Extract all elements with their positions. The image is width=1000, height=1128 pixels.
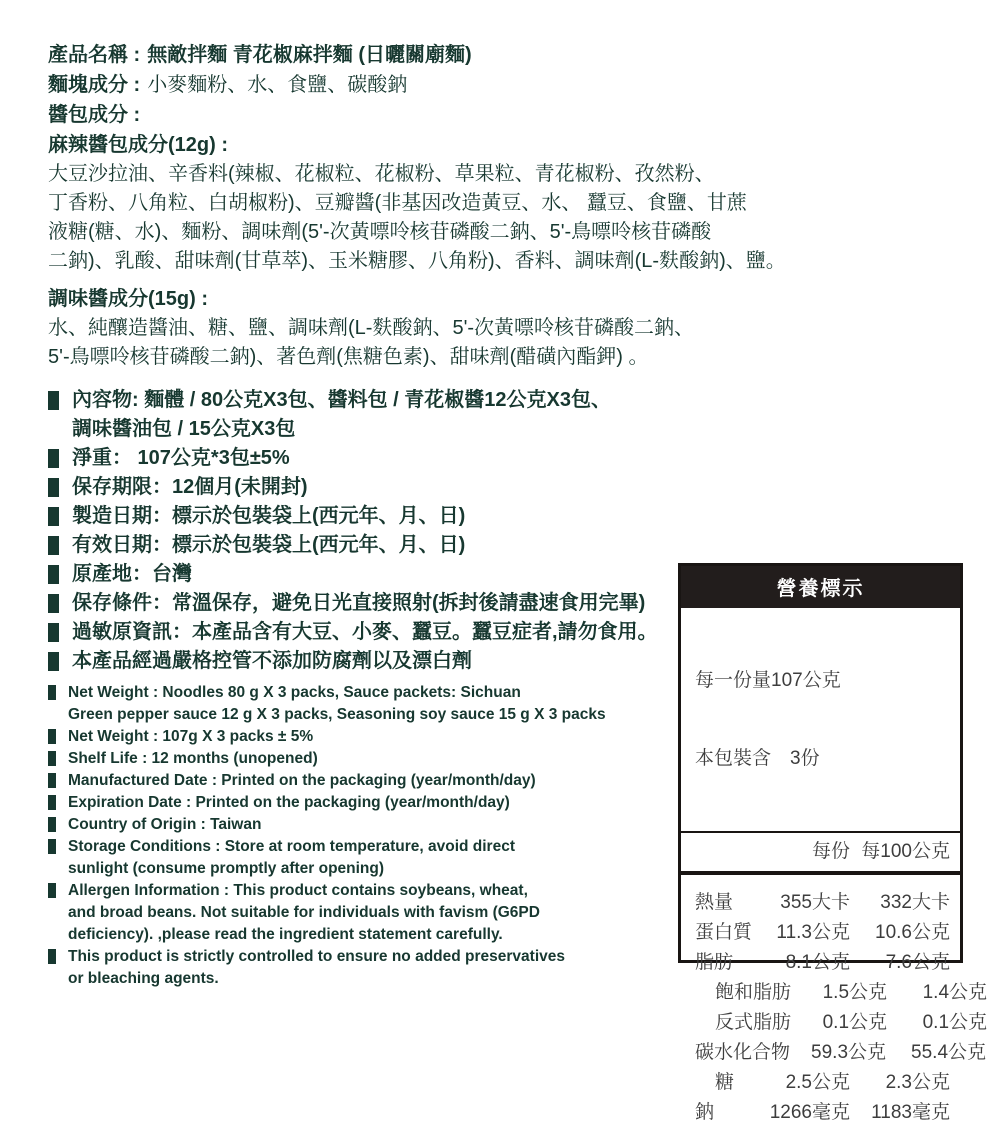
spec-item-en-net-weight-cont: Green pepper sauce 12 g X 3 packs, Seasoning soy sauce 15 g X 3 packs — [68, 706, 606, 723]
servings-per-package: 本包裝含 3份 — [695, 748, 820, 769]
spec-item-en-expiration-date: Expiration Date : Printed on the packaging (year/month/day) — [48, 792, 786, 814]
spec-item-contents-cont: 調味醬油包 / 15公克X3包 — [72, 418, 296, 440]
noodle-ingredients-value: 小麥麵粉、水、食鹽、碳酸鈉 — [147, 74, 408, 96]
column-per-serving: 每份 — [811, 841, 850, 862]
spec-item-en-storage: Storage Conditions : Store at room temperature, avoid direct — [48, 836, 786, 858]
spec-item-shelf-life: 保存期限：12個月(未開封) — [48, 473, 786, 502]
ingredient-line: 丁香粉、八角粒、白胡椒粉)、豆瓣醬(非基因改造黃豆、水、 蠶豆、食鹽、甘蔗 — [48, 192, 747, 214]
nutrition-row-sodium: 鈉 1266毫克 1183毫克 — [695, 1102, 950, 1123]
bullet-square-icon — [48, 449, 59, 468]
ingredient-line: 5'-鳥嘌呤核苷磷酸二鈉)、著色劑(焦糖色素)、甜味劑(醋磺內酯鉀) 。 — [48, 346, 649, 368]
spec-item-contents: 內容物: 麵體 / 80公克X3包、醬料包 / 青花椒醬12公克X3包、 — [48, 386, 786, 415]
spec-item-expiration-date: 有效日期：標示於包裝袋上(西元年、月、日) — [48, 531, 786, 560]
noodle-ingredients-label: 麵塊成分 : — [48, 74, 141, 96]
product-name-line — [48, 40, 786, 70]
bullet-square-icon — [48, 685, 56, 700]
spec-list-chinese — [48, 386, 786, 676]
spec-item-en-storage-cont: sunlight (consume promptly after opening) — [68, 860, 385, 877]
sauce-packets-heading: 醬包成分 : — [48, 104, 141, 126]
spec-item-en-shelf-life: Shelf Life : 12 months (unopened) — [48, 748, 786, 770]
bullet-square-icon — [48, 817, 56, 832]
nutrition-column-headers — [681, 833, 960, 875]
bullet-square-icon — [48, 883, 56, 898]
bullet-square-icon — [48, 623, 59, 642]
spec-item-en-no-preservatives: This product is strictly controlled to ensure no added preservatives — [48, 946, 786, 968]
bullet-square-icon — [48, 839, 56, 854]
spec-item-en-origin: Country of Origin : Taiwan — [48, 814, 786, 836]
spec-item-origin: 原產地：台灣 — [48, 560, 786, 589]
bullet-square-icon — [48, 507, 59, 526]
spec-item-net-weight: 淨重： 107公克*3包±5% — [48, 444, 786, 473]
column-spacer — [695, 841, 754, 863]
nutrition-row-carbohydrate: 碳水化合物 59.3公克 55.4公克 — [695, 1042, 987, 1063]
product-name-value: 無敵拌麵 青花椒麻拌麵 (日曬關廟麵) — [147, 44, 472, 66]
bullet-square-icon — [48, 478, 59, 497]
nutrition-row-protein: 蛋白質 11.3公克 10.6公克 — [695, 922, 950, 943]
bullet-square-icon — [48, 536, 59, 555]
spec-item-manufactured-date: 製造日期：標示於包裝袋上(西元年、月、日) — [48, 502, 786, 531]
spec-list-english — [48, 682, 786, 990]
nutrition-row-sugar: 糖 2.5公克 2.3公克 — [715, 1072, 950, 1093]
bullet-square-icon — [48, 729, 56, 744]
bullet-square-icon — [48, 565, 59, 584]
bullet-square-icon — [48, 751, 56, 766]
spec-item-en-allergen-cont: and broad beans. Not suitable for individuals with favism (G6PD — [68, 904, 540, 921]
spec-item-en-allergen: Allergen Information : This product contains soybeans, wheat, — [48, 880, 786, 902]
ingredient-line: 大豆沙拉油、辛香料(辣椒、花椒粒、花椒粉、草果粒、青花椒粉、孜然粉、 — [48, 163, 715, 185]
nutrition-row-saturated-fat: 飽和脂肪 1.5公克 1.4公克 — [715, 982, 988, 1003]
bullet-square-icon — [48, 391, 59, 410]
ingredient-line: 二鈉)、乳酸、甜味劑(甘草萃)、玉米糖膠、八角粉)、香料、調味劑(L-麩酸鈉)、鹽。 — [48, 250, 786, 272]
serving-size: 每一份量107公克 — [695, 670, 841, 691]
spec-item-en-net-weight-total: Net Weight : 107g X 3 packs ± 5% — [48, 726, 786, 748]
spec-item-allergen: 過敏原資訊：本產品含有大豆、小麥、蠶豆。蠶豆症者,請勿食用。 — [48, 618, 786, 647]
noodle-ingredients-line — [48, 70, 786, 100]
spec-item-storage: 保存條件：常溫保存，避免日光直接照射(拆封後請盡速食用完畢) — [48, 589, 786, 618]
nutrition-rows — [681, 875, 988, 1128]
bullet-square-icon — [48, 773, 56, 788]
ingredient-line: 液糖(糖、水)、麵粉、調味劑(5'-次黃嘌呤核苷磷酸二鈉、5'-鳥嘌呤核苷磷酸 — [48, 221, 712, 243]
bullet-square-icon — [48, 795, 56, 810]
bullet-square-icon — [48, 652, 59, 671]
spec-item-en-allergen-cont: deficiency). ,please read the ingredient statement carefully. — [68, 926, 503, 943]
bullet-square-icon — [48, 949, 56, 964]
nutrition-serving-info — [681, 608, 960, 833]
bullet-square-icon — [48, 594, 59, 613]
seasoning-sauce-heading: 調味醬成分(15g) : — [48, 288, 208, 310]
spec-item-en-net-weight: Net Weight : Noodles 80 g X 3 packs, Sauce packets: Sichuan — [48, 682, 786, 704]
ingredient-line: 水、純釀造醬油、糖、鹽、調味劑(L-麩酸鈉、5'-次黃嘌呤核苷磷酸二鈉、 — [48, 317, 695, 339]
nutrition-row-fat: 脂肪 8.1公克 7.6公克 — [695, 952, 950, 973]
product-header — [48, 40, 786, 130]
spec-item-en-no-preservatives-cont: or bleaching agents. — [68, 970, 219, 987]
mala-sauce-ingredients — [48, 160, 786, 276]
seasoning-sauce-ingredients — [48, 314, 786, 372]
column-per-100g: 每100公克 — [861, 841, 950, 862]
label-text-column — [48, 40, 786, 990]
mala-sauce-heading: 麻辣醬包成分(12g) : — [48, 134, 228, 156]
spec-item-en-manufactured-date: Manufactured Date : Printed on the packaging (year/month/day) — [48, 770, 786, 792]
nutrition-row-trans-fat: 反式脂肪 0.1公克 0.1公克 — [715, 1012, 988, 1033]
nutrition-table-title: 營養標示 — [681, 566, 960, 608]
nutrition-row-calories: 熱量 355大卡 332大卡 — [695, 892, 950, 913]
spec-item-no-preservatives: 本產品經過嚴格控管不添加防腐劑以及漂白劑 — [48, 647, 786, 676]
product-name-label: 產品名稱 : — [48, 44, 141, 66]
nutrition-table — [678, 563, 988, 1123]
